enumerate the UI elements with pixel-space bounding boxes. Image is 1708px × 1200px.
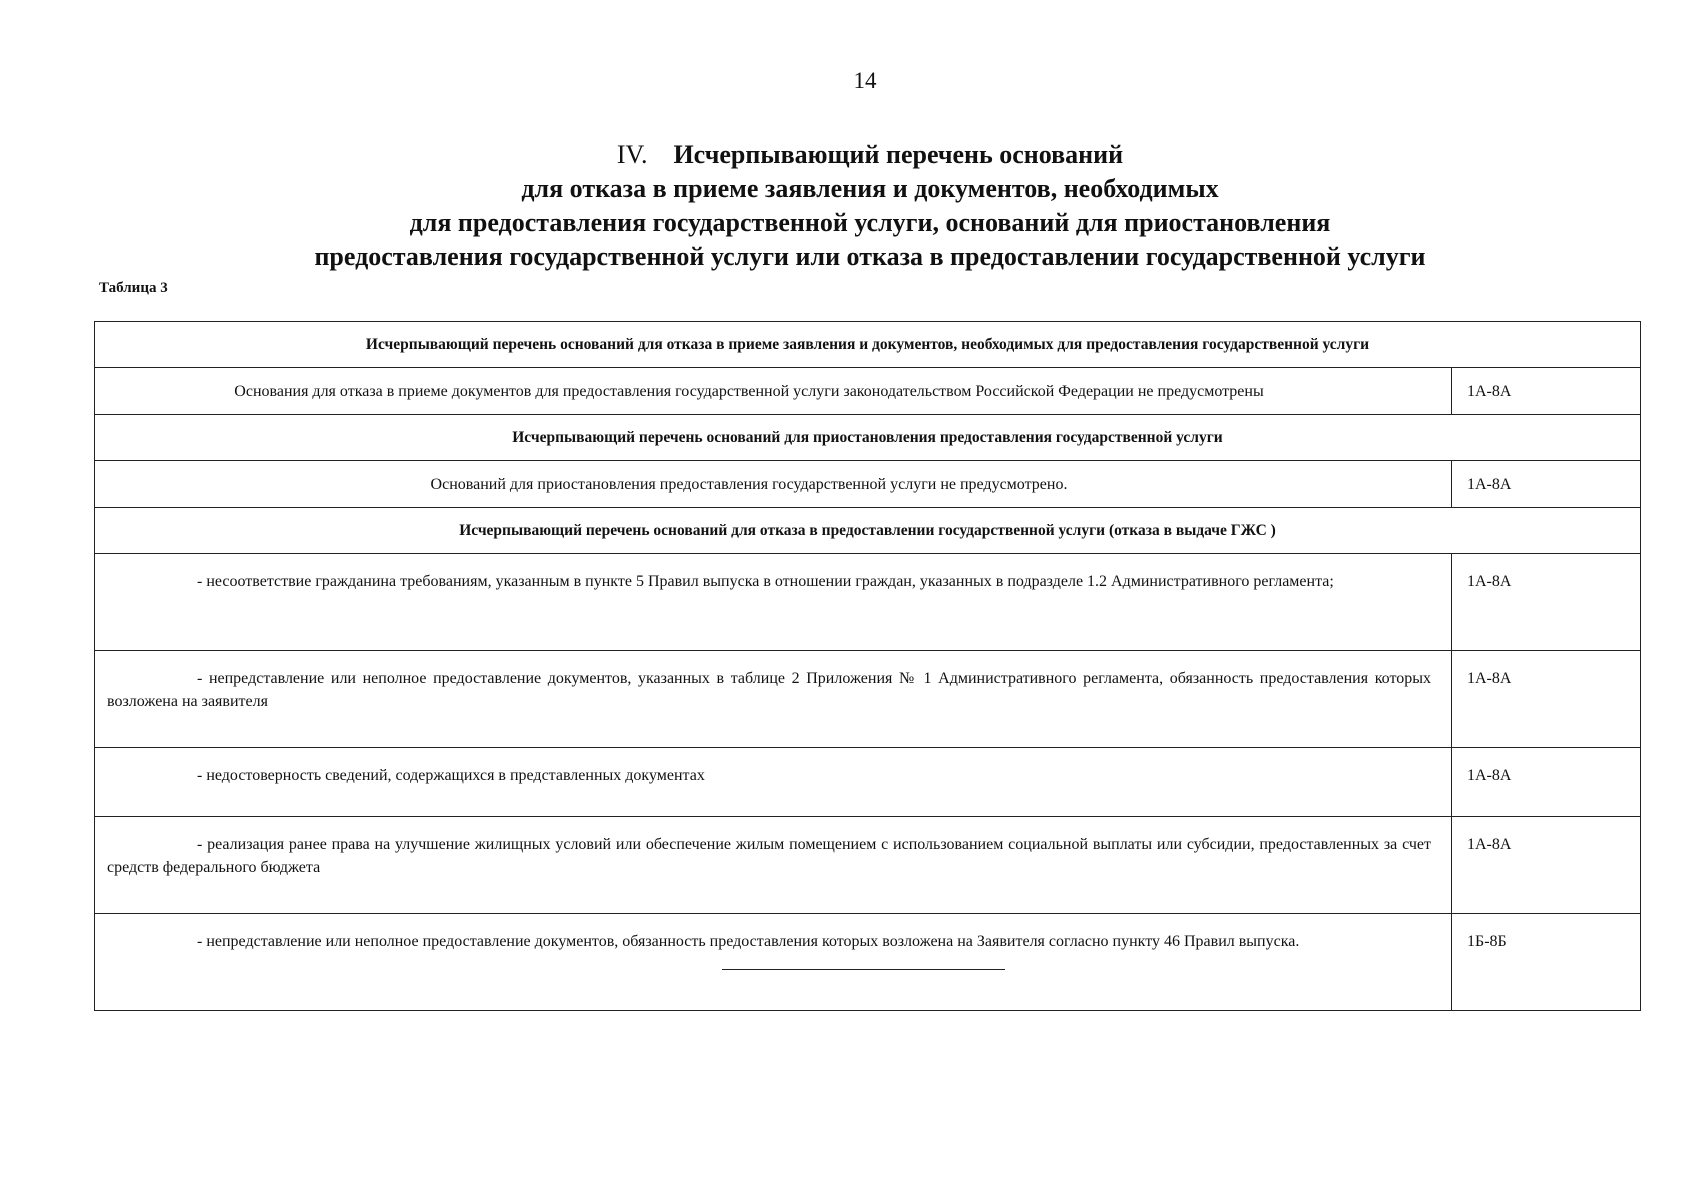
section-header-row xyxy=(95,415,1641,461)
basis-text: - несоответствие гражданина требованиям, указанным в пункте 5 Правил выпуска в отношении граждан, указанных в подразделе 1.2 Административного регламента; xyxy=(197,573,1334,590)
code-cell: 1Б-8Б xyxy=(1452,914,1641,1011)
heading-line-2: для отказа в приеме заявления и документов, необходимых xyxy=(521,174,1219,203)
table-row xyxy=(95,651,1641,748)
basis-cell xyxy=(95,554,1452,651)
basis-text: - непредставление или неполное предоставление документов, указанных в таблице 2 Приложения № 1 Административного регламента, обязанность предоставления которых возложена на заявителя xyxy=(107,670,1431,710)
grounds-table xyxy=(94,321,1641,1011)
table-row xyxy=(95,368,1641,415)
basis-cell xyxy=(95,651,1452,748)
code-cell: 1А-8А xyxy=(1452,748,1641,817)
section-header-row xyxy=(95,322,1641,368)
section-numeral: IV. xyxy=(616,140,648,169)
table-row xyxy=(95,461,1641,508)
basis-cell xyxy=(95,748,1452,817)
basis-text: - недостоверность сведений, содержащихся в представленных документах xyxy=(197,767,705,784)
section-title: Исчерпывающий перечень оснований для отказа в предоставлении государственной услуги (отказа в выдаче ГЖС ) xyxy=(95,508,1641,554)
table-row xyxy=(95,554,1641,651)
code-cell: 1А-8А xyxy=(1452,368,1641,415)
heading-line-4: предоставления государственной услуги или отказа в предоставлении государственной услуги xyxy=(314,242,1426,271)
section-heading xyxy=(220,138,1520,274)
section-title: Исчерпывающий перечень оснований для отказа в приеме заявления и документов, необходимых для предоставления государственной услуги xyxy=(95,322,1641,368)
code-cell: 1А-8А xyxy=(1452,461,1641,508)
basis-text: - реализация ранее права на улучшение жилищных условий или обеспечение жилым помещением с использованием социальной выплаты или субсидии, предоставленных за счет средств федерального бюджета xyxy=(107,836,1431,876)
basis-text: - непредставление или неполное предоставление документов, обязанность предоставления которых возложена на Заявителя согласно пункту 46 Правил выпуска. xyxy=(197,933,1300,950)
basis-cell xyxy=(95,914,1452,1011)
code-cell: 1А-8А xyxy=(1452,554,1641,651)
table-caption: Таблица 3 xyxy=(99,280,168,296)
table-row xyxy=(95,914,1641,1011)
heading-text-1: Исчерпывающий перечень оснований xyxy=(673,140,1124,169)
heading-line-3: для предоставления государственной услуги, оснований для приостановления xyxy=(409,208,1331,237)
end-divider xyxy=(722,969,1005,970)
heading-line-1 xyxy=(220,138,1520,172)
page-number: 14 xyxy=(853,68,877,93)
code-cell: 1А-8А xyxy=(1452,817,1641,914)
basis-cell: Основания для отказа в приеме документов для предоставления государственной услуги законодательством Российской Федерации не предусмотрены xyxy=(95,368,1452,415)
basis-cell: Оснований для приостановления предоставления государственной услуги не предусмотрено. xyxy=(95,461,1452,508)
code-cell: 1А-8А xyxy=(1452,651,1641,748)
section-title: Исчерпывающий перечень оснований для приостановления предоставления государственной услуги xyxy=(95,415,1641,461)
basis-cell xyxy=(95,817,1452,914)
table-row xyxy=(95,817,1641,914)
section-header-row xyxy=(95,508,1641,554)
table-row xyxy=(95,748,1641,817)
